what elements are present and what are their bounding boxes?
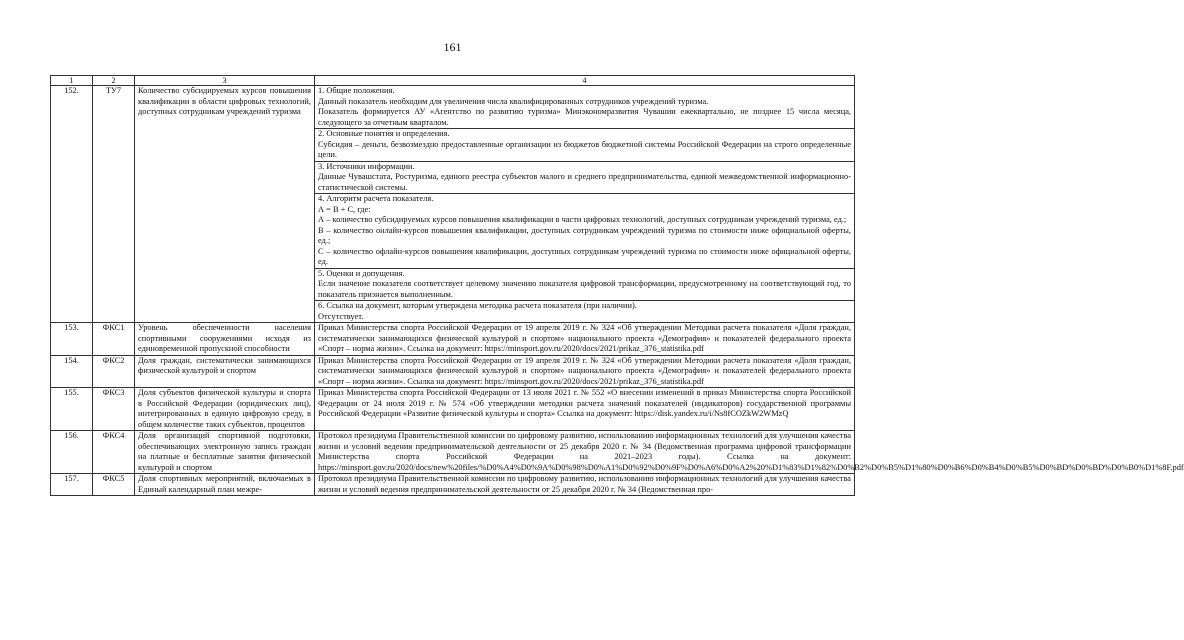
methodology-cell xyxy=(315,431,1184,474)
methodology-section xyxy=(315,474,854,495)
indicator-code: ФКС3 xyxy=(93,388,135,431)
indicator-code: ФКС1 xyxy=(93,323,135,356)
methodology-line: С – количество офлайн-курсов повышения квалификации, доступных сотрудникам учреждений туризма по стоимости ниже официальной оферты, ед. xyxy=(318,246,854,266)
row-number: 155. xyxy=(51,388,93,431)
header-row xyxy=(51,76,855,86)
methodology-section xyxy=(315,323,854,355)
methodology-line: Отсутствует. xyxy=(318,311,364,321)
indicator-name: Доля спортивных мероприятий, включаемых в Единый календарный план межре- xyxy=(135,474,315,496)
table-row xyxy=(51,86,855,323)
methodology-cell xyxy=(315,388,855,431)
methodology-section xyxy=(315,129,854,162)
methodology-line: 6. Ссылка на документ, которым утверждена методика расчета показателя (при наличии). xyxy=(318,301,637,310)
methodology-line: Данные Чувашстата, Ростуризма, единого реестра субъектов малого и среднего предпринимательства, единой межведомственной информационно-статистической системы. xyxy=(318,172,851,192)
indicator-name: Количество субсидируемых курсов повышения квалификации в области цифровых технологий, доступных сотрудникам учреждений туризма xyxy=(135,86,315,323)
indicator-name: Доля граждан, систематически занимающихся физической культурой и спортом xyxy=(135,355,315,388)
methodology-line: 5. Оценки и допущения. xyxy=(318,268,405,278)
methodology-section xyxy=(315,269,854,302)
methodology-line: Показатель формируется АУ «Агентство по развитию туризма» Минэкономразвития Чувашии ежеквартально, не позднее 15 числа месяца, следующего за отчетным кварталом. xyxy=(318,107,854,127)
table-row xyxy=(51,355,855,388)
indicator-code: ФКС2 xyxy=(93,355,135,388)
methodology-section xyxy=(315,388,854,420)
methodology-section xyxy=(315,162,854,195)
methodology-line: 1. Общие положения. xyxy=(318,86,395,95)
methodology-section xyxy=(315,86,854,129)
methodology-line: Если значение показателя соответствует целевому значению показателя цифровой трансформации, предусмотренному на соответствующий год, то показатель признается выполненным. xyxy=(318,279,854,299)
methodology-section xyxy=(315,194,854,269)
methodology-line: Приказ Министерства спорта Российской Федерации от 19 апреля 2019 г. № 324 «Об утверждении Методики расчета показателя «Доля граждан, систематически занимающихся физической культурой и спортом» национального проекта «Демография» и показателей федерального проекта «Спорт – норма жизни». Ссылка на документ: https://minsport.gov.ru/2020/docs/2021/prikaz_376_statistika.pdf xyxy=(318,355,854,386)
methodology-line: 4. Алгоритм расчета показателя. xyxy=(318,194,434,203)
methodology-line: 2. Основные понятия и определения. xyxy=(318,129,450,138)
column-header: 1 xyxy=(51,76,93,86)
methodology-section xyxy=(315,431,1184,473)
methodology-line: 3. Источники информации. xyxy=(318,161,415,171)
methodology-cell xyxy=(315,355,855,388)
page-number: 161 xyxy=(443,40,462,54)
methodology-line: В – количество онлайн-курсов повышения квалификации, доступных сотрудникам учреждений туризма по стоимости ниже официальной оферты, ед.; xyxy=(318,225,854,245)
indicator-code: ФКС4 xyxy=(93,431,135,474)
methodology-line: Субсидия – деньги, безвозмездно предоставленные организации из бюджетов бюджетной системы Российской Федерации на строго определенные цели. xyxy=(318,139,854,159)
row-number: 152. xyxy=(51,86,93,323)
table-row xyxy=(51,474,855,496)
indicator-code: ФКС5 xyxy=(93,474,135,496)
methodology-section xyxy=(315,301,854,322)
indicator-name: Доля субъектов физической культуры и спорта в Российской Федерации (юридических лиц), интегрированных в единую цифровую среду, в общем количестве таких субъектов, процентов xyxy=(135,388,315,431)
indicator-name: Доля организаций спортивной подготовки, обеспечивающих электронную запись граждан на платные и бесплатные занятия физической культурой и спортом xyxy=(135,431,315,474)
row-number: 157. xyxy=(51,474,93,496)
methodology-line: Протокол президиума Правительственной комиссии по цифровому развитию, использованию информационных технологий для улучшения качества жизни и условий ведения предпринимательской деятельности от 25 декабря 2020 г. № 34 (Ведомственная про- xyxy=(318,474,854,494)
methodology-line: Приказ Министерства спорта Российской Федерации от 19 апреля 2019 г. № 324 «Об утверждении Методики расчета показателя «Доля граждан, систематически занимающихся физической культурой и спортом» национального проекта «Демография» и показателей федерального проекта «Спорт – норма жизни». Ссылка на документ: https://minsport.gov.ru/2020/docs/2021/prikaz_376_statistika.pdf xyxy=(318,323,854,353)
methodology-line: А – количество субсидируемых курсов повышения квалификации в части цифровых технологий, доступных сотрудникам учреждений туризма, ед.; xyxy=(318,215,847,224)
indicator-name: Уровень обеспеченности населения спортивными сооружениями исходя из единовременной пропускной способности xyxy=(135,323,315,356)
indicator-code: ТУ7 xyxy=(93,86,135,323)
methodology-line: Приказ Министерства спорта Российской Федерации от 13 июля 2021 г. № 552 «О внесении изменений в приказ Министерства спорта Российской Федерации от 24 июля 2019 г. № 574 «Об утверждении методики расчета значений показателей (индикаторов) государственной программы Российской Федерации «Развитие физической культуры и спорта» Ссылка на документ: https://disk.yandex.ru/i/Ns8fCOZkW2WMzQ xyxy=(318,388,854,418)
column-header: 4 xyxy=(315,76,855,86)
methodology-line: Данный показатель необходим для увеличения числа квалифицированных сотрудников учреждений туризма. xyxy=(318,96,709,106)
methodology-section xyxy=(315,356,854,388)
row-number: 156. xyxy=(51,431,93,474)
row-number: 153. xyxy=(51,323,93,356)
table-row xyxy=(51,431,855,474)
methodology-line: Протокол президиума Правительственной комиссии по цифровому развитию, использованию информационных технологий для улучшения качества жизни и условий ведения предпринимательской деятельности от 25 декабря 2020 г. № 34 (Ведомственная программа цифровой трансформации Министерства спорта Российской Федерации на 2021–2023 годы). Ссылка на документ: https://minsport.gov.ru/2020/docs/new%20files/%D0%A4%D0%9A%D0%98%D0%A1%D0%92%D0%9F%D0%A6%D0%A2%20%D1%83%D1%82%D0%B2%D0%B5%D1%80%D0%B6%D0%B4%D0%B5%D0%BD%D0%BD%D0%B0%D1%8F.pdf xyxy=(318,431,1184,472)
methodology-cell xyxy=(315,86,855,323)
methodology-cell xyxy=(315,474,855,496)
indicator-table xyxy=(50,75,1184,496)
column-header: 2 xyxy=(93,76,135,86)
row-number: 154. xyxy=(51,355,93,388)
methodology-cell xyxy=(315,323,855,356)
table-row xyxy=(51,388,855,431)
methodology-line: А = В + С, где: xyxy=(318,204,371,214)
table-row xyxy=(51,323,855,356)
column-header: 3 xyxy=(135,76,315,86)
